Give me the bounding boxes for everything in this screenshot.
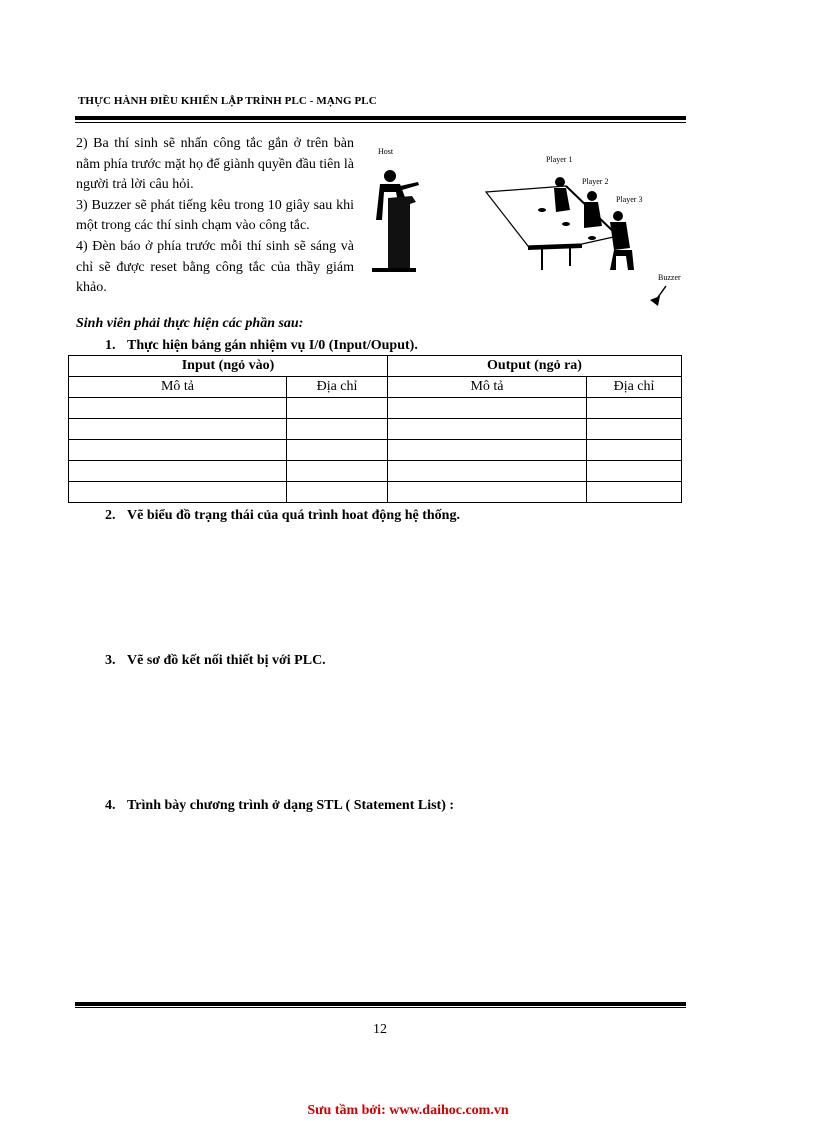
task-text: Thực hiện bảng gán nhiệm vụ I/0 (Input/Ouput). <box>127 338 418 353</box>
task-text: Trình bày chương trình ở dạng STL ( Statement List) : <box>127 798 455 813</box>
table-row <box>69 419 682 440</box>
output-addr-col: Địa chỉ <box>587 377 682 398</box>
page-header-title: THỰC HÀNH ĐIỀU KHIỂN LẬP TRÌNH PLC - MẠNG PLC <box>78 95 377 107</box>
footer-rule-thin <box>75 1007 686 1008</box>
input-desc-col: Mô tả <box>69 377 287 398</box>
intro-item-3: 3) Buzzer sẽ phát tiếng kêu trong 10 giây sau khi một trong các thí sinh chạm vào công tắc. <box>76 197 354 234</box>
table-header-row <box>69 356 682 377</box>
host-figure <box>372 170 419 272</box>
task-1 <box>105 338 418 354</box>
input-header: Input (ngỏ vào) <box>69 356 388 377</box>
task-number: 2. <box>105 508 116 523</box>
task-text: Vẽ biểu đồ trạng thái của quá trình hoat động hệ thống. <box>127 508 460 523</box>
intro-text <box>76 134 354 299</box>
page-number: 12 <box>373 1022 387 1037</box>
io-assignment-table <box>68 355 682 503</box>
footer-prefix: Sưu tầm bởi: <box>307 1103 386 1118</box>
players-table <box>486 177 634 270</box>
header-rule <box>75 116 686 120</box>
player1-label: Player 1 <box>546 155 573 164</box>
player2-label: Player 2 <box>582 177 609 186</box>
footer-rule <box>75 1002 686 1006</box>
task-number: 4. <box>105 798 116 813</box>
footer-link[interactable]: www.daihoc.com.vn <box>389 1103 509 1118</box>
intro-item-4: 4) Đèn báo ở phía trước mỗi thí sinh sẽ sáng và chỉ sẽ được reset bằng công tắc của thầy giám khảo. <box>76 238 354 296</box>
output-header: Output (ngỏ ra) <box>388 356 682 377</box>
output-desc-col: Mô tả <box>388 377 587 398</box>
buzzer-icon <box>650 286 666 306</box>
input-addr-col: Địa chỉ <box>287 377 388 398</box>
task-4 <box>105 798 454 814</box>
footer-credit <box>0 1103 816 1119</box>
task-number: 3. <box>105 653 116 668</box>
task-2 <box>105 508 460 524</box>
table-subheader-row <box>69 377 682 398</box>
table-row <box>69 461 682 482</box>
table-row <box>69 440 682 461</box>
task-text: Vẽ sơ đồ kết nối thiết bị với PLC. <box>127 653 326 668</box>
header-rule-thin <box>75 122 686 123</box>
task-number: 1. <box>105 338 116 353</box>
requirements-heading: Sinh viên phải thực hiện các phần sau: <box>76 316 304 331</box>
buzzer-label: Buzzer <box>658 273 681 282</box>
player3-label: Player 3 <box>616 195 643 204</box>
task-3 <box>105 653 326 669</box>
table-row <box>69 482 682 503</box>
intro-item-2: 2) Ba thí sinh sẽ nhấn công tắc gắn ở trên bàn nằm phía trước mặt họ để giành quyền đầu tiên là người trả lời câu hỏi. <box>76 136 354 193</box>
quiz-scene-illustration <box>370 140 688 312</box>
host-label: Host <box>378 147 394 156</box>
table-row <box>69 398 682 419</box>
